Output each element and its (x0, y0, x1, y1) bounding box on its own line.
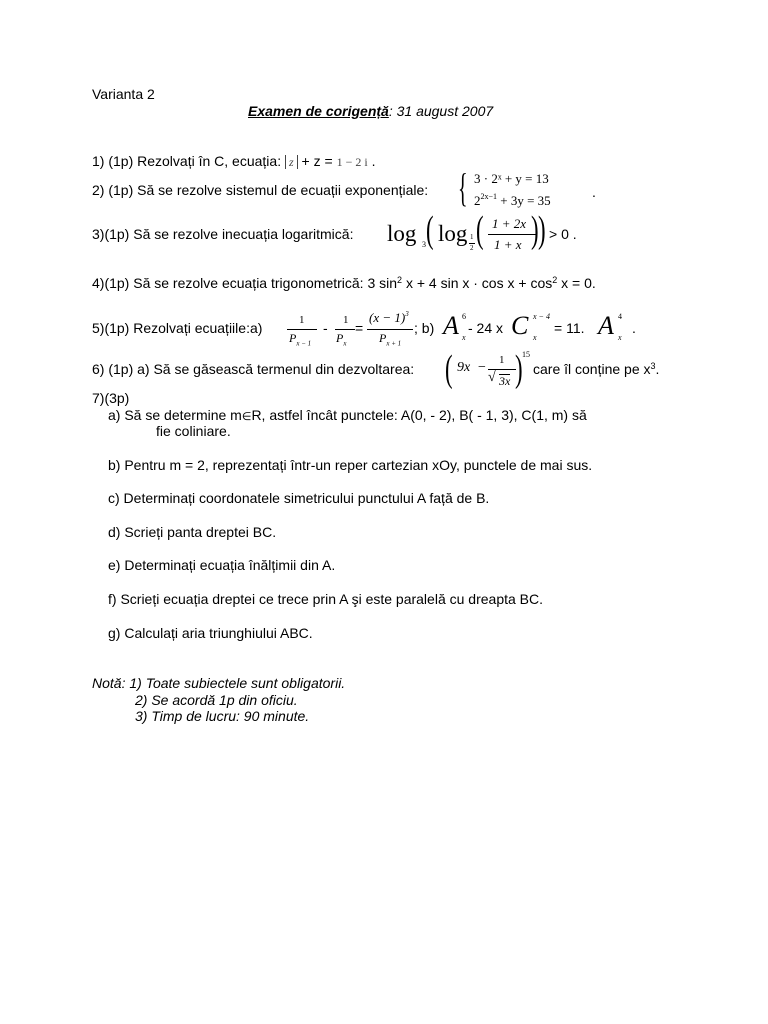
q5-C: C (511, 311, 529, 340)
q5-end: = 11. (554, 320, 585, 336)
q5-frac3-sub: x + 1 (386, 339, 402, 348)
q7-f: f) Scrieți ecuația dreptei ce trece prin A şi este paralelă cu dreapta BC. (108, 591, 544, 607)
q2-eq2-rest: + 3y = 35 (497, 193, 551, 208)
q6-exp15: 15 (522, 350, 530, 359)
q2-eq2 (474, 193, 551, 207)
q7-g: g) Calculați aria triunghiului ABC. (108, 625, 313, 641)
question-6: 6) (1p) a) Să se găsească termenul din dezvoltarea: (92, 361, 415, 377)
question-5: 5)(1p) Rezolvați ecuațiile:a) (92, 320, 263, 336)
q1-abs-z: z (285, 155, 298, 169)
q3-frac-den: 1 + x (494, 237, 522, 252)
q6-end-dot: . (655, 361, 660, 377)
q5-frac2-num: 1 (343, 314, 349, 326)
q6-minus: − (478, 360, 486, 375)
q3-paren-close-outer: ) (538, 209, 546, 251)
q6-paren-open: ( (445, 348, 453, 390)
q5-C-sub: x (533, 333, 537, 342)
q5-frac3-exp: 3 (405, 310, 409, 318)
q5-frac3-bar (367, 329, 413, 330)
q3-log-outer: log (387, 221, 417, 246)
q4-part2: x + 4 sin x · cos x + cos (402, 275, 553, 291)
q5-minus: - (323, 320, 328, 336)
q7-a-line2: fie coliniare. (156, 423, 231, 439)
q7-a-part1: a) Să se determine m (108, 407, 242, 423)
q6-frac-num: 1 (499, 354, 505, 366)
q7-c: c) Determinați coordonatele simetricului punctului A față de B. (108, 490, 490, 506)
q7-e: e) Determinați ecuația înălțimii din A. (108, 557, 336, 573)
q3-frac-num: 1 + 2x (492, 216, 527, 231)
q5-frac2-sub: x (343, 339, 347, 348)
q5-frac1-num: 1 (299, 314, 305, 326)
q3-paren-close-inner: ) (531, 209, 539, 251)
question-2: 2) (1p) Să se rezolve sistemul de ecuații exponențiale: (92, 182, 429, 198)
q5-frac1-bar (287, 329, 317, 330)
q5-A2-sup: 4 (618, 312, 622, 321)
q5-frac3-den (379, 332, 401, 347)
q2-eq2-exp: 2x−1 (480, 192, 498, 201)
q3-log-base-num: 1 (470, 233, 474, 241)
q1-text: 1) (1p) Rezolvați în C, ecuația: (92, 153, 282, 169)
q2-eq1: 3 · 2ˣ + y = 13 (474, 171, 549, 186)
q7-b: b) Pentru m = 2, reprezentați într-un reper cartezian xOy, punctele de mai sus. (108, 457, 593, 473)
q4-sup2: 2 (552, 275, 558, 285)
q5-frac2-den (336, 332, 346, 347)
question-3: 3)(1p) Să se rezolve inecuația logaritmică: (92, 226, 354, 242)
q4-part3: x = 0. (557, 275, 596, 291)
q5-frac3-num-text: (x − 1) (369, 310, 406, 325)
q5-A2-sub: x (618, 333, 622, 342)
q5-frac3-P: P (379, 331, 387, 345)
q5-A2: A (598, 311, 614, 340)
q1-end: . (367, 153, 376, 169)
q7-a-part2: R, astfel încât punctele: A(0, - 2), B( - 1, 3), C(1, m) să (251, 407, 587, 423)
q6-end-text: care îl conține pe x (533, 361, 651, 377)
q5-b: ; b) (414, 320, 435, 336)
question-1 (92, 153, 375, 171)
q2-brace: { (458, 165, 468, 210)
q5-A1-sup: 6 (462, 312, 466, 321)
q3-paren-open-outer: ( (426, 209, 434, 251)
q7-d: d) Scrieți panta dreptei BC. (108, 524, 277, 540)
q3-paren-open-inner: ( (476, 209, 484, 251)
q3-frac-bar (488, 234, 536, 235)
variant-label: Varianta 2 (92, 86, 155, 102)
q5-A1: A (443, 311, 459, 340)
q6-9x: 9x (457, 360, 471, 375)
q6-end (533, 361, 659, 378)
exam-title (248, 103, 493, 120)
q3-log-inner: log (438, 221, 468, 246)
q5-A1-sub: x (462, 333, 466, 342)
q1-rhs: 1 − 2 i (336, 155, 368, 169)
q3-end: > 0 . (549, 226, 577, 242)
q5-frac2-bar (335, 329, 355, 330)
q5-mid: - 24 x (468, 320, 504, 336)
q7-a-symbol: ∈ (241, 411, 252, 423)
note-1: Notă: 1) Toate subiectele sunt obligatorii. (92, 675, 346, 691)
q3-log-base-den: 2 (470, 244, 474, 252)
q5-dot: . (632, 320, 636, 336)
q4-part1: 4)(1p) Să se rezolve ecuația trigonometrică: 3 sin (92, 275, 398, 291)
note-2: 2) Se acordă 1p din oficiu. (135, 692, 298, 708)
q5-frac1-sub: x − 1 (296, 339, 312, 348)
q6-sqrt-arg: 3x (499, 374, 511, 388)
q6-end-sup: 3 (650, 361, 656, 371)
q2-end: . (592, 184, 596, 200)
q5-frac1-den (289, 332, 311, 347)
q6-sqrt-sign: √ (488, 370, 496, 385)
q4-sup1: 2 (397, 275, 403, 285)
note-3: 3) Timp de lucru: 90 minute. (135, 708, 310, 724)
question-4 (92, 275, 596, 292)
exam-date: : 31 august 2007 (388, 103, 494, 119)
q5-frac3-num (369, 311, 409, 324)
q5-frac1-P: P (289, 331, 297, 345)
q6-paren-close: ) (515, 348, 523, 390)
question-7-title: 7)(3p) (92, 390, 130, 406)
q5-C-sup: x − 4 (533, 312, 550, 321)
q5-equals: = (355, 320, 364, 336)
q5-frac2-P: P (336, 331, 344, 345)
q3-log-base-3: 3 (422, 240, 426, 249)
q1-mid: + z = (297, 153, 337, 169)
exam-title-main: Examen de corigență (248, 103, 389, 119)
q2-eq2-base: 2 (474, 193, 481, 208)
